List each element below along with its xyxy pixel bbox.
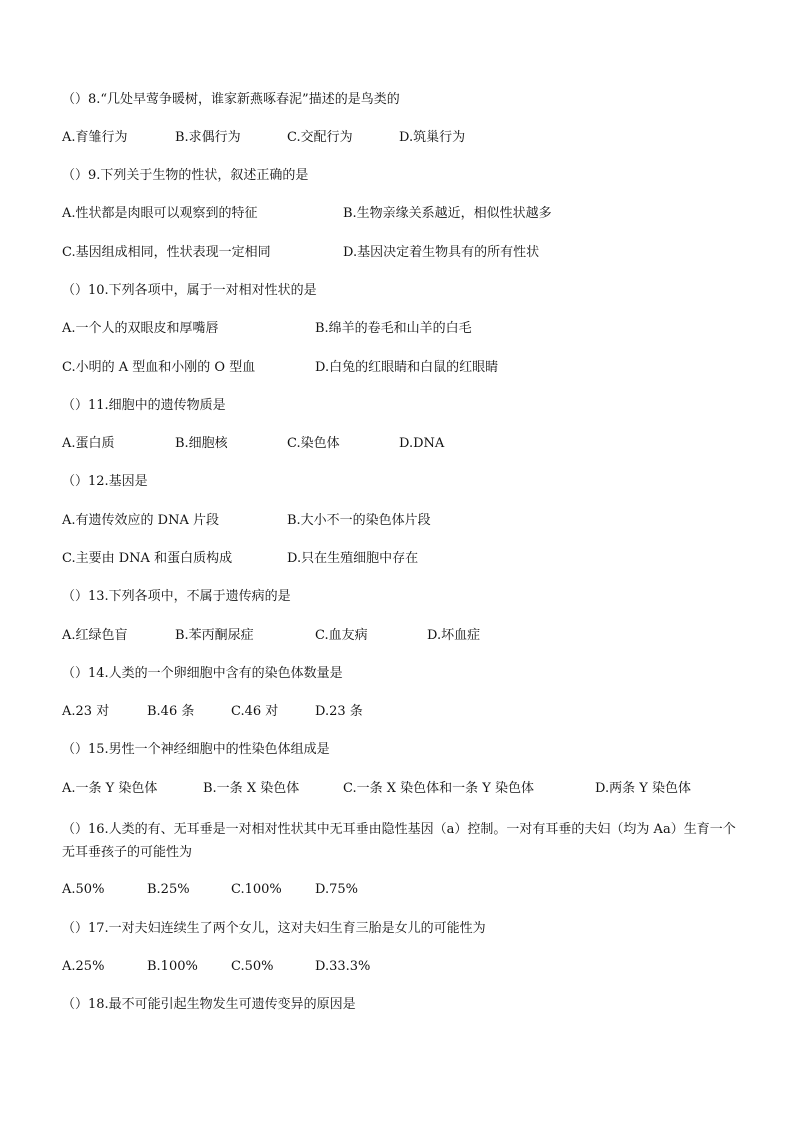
question-17-option-c: C.50% [231, 959, 274, 974]
question-14-option-c: C.46 对 [231, 704, 279, 719]
question-10-option-c: C.小明的 A 型血和小刚的 O 型血 [62, 360, 256, 375]
question-18-stem: （）18.最不可能引起生物发生可遗传变异的原因是 [62, 997, 356, 1012]
question-9-stem: （）9.下列关于生物的性状，叙述正确的是 [62, 168, 309, 183]
question-15-option-a: A.一条 Y 染色体 [62, 781, 158, 796]
question-8-option-b: B.求偶行为 [175, 130, 241, 145]
question-14-option-b: B.46 条 [147, 704, 195, 719]
question-8-option-d: D.筑巢行为 [399, 130, 466, 145]
question-17-stem: （）17.一对夫妇连续生了两个女儿，这对夫妇生育三胎是女儿的可能性为 [62, 921, 486, 936]
question-13-option-a: A.红绿色盲 [62, 628, 128, 643]
question-17-option-d: D.33.3% [315, 959, 371, 974]
question-8-stem: （）8.“几处早莺争暖树，谁家新燕啄春泥”描述的是鸟类的 [62, 92, 400, 107]
question-11-option-b: B.细胞核 [175, 436, 228, 451]
question-16-stem: （）16.人类的有、无耳垂是一对相对性状其中无耳垂由隐性基因（a）控制。一对有耳垂的夫妇（均为 Aa）生育一个无耳垂孩子的可能性为 [62, 822, 736, 860]
question-10-option-a: A.一个人的双眼皮和厚嘴唇 [62, 321, 219, 336]
question-12-option-b: B.大小不一的染色体片段 [287, 513, 431, 528]
question-10-stem: （）10.下列各项中，属于一对相对性状的是 [62, 283, 317, 298]
question-9-option-d: D.基因决定着生物具有的所有性状 [343, 245, 540, 260]
question-8-option-c: C.交配行为 [287, 130, 353, 145]
question-15-option-d: D.两条 Y 染色体 [595, 781, 691, 796]
question-16-option-a: A.50% [62, 882, 105, 897]
question-16-option-c: C.100% [231, 882, 282, 897]
question-16-option-d: D.75% [315, 882, 358, 897]
question-12-option-a: A.有遗传效应的 DNA 片段 [62, 513, 219, 528]
question-10-option-b: B.绵羊的卷毛和山羊的白毛 [315, 321, 472, 336]
question-14-option-d: D.23 条 [315, 704, 363, 719]
question-13-option-b: B.苯丙酮尿症 [175, 628, 254, 643]
question-13-option-c: C.血友病 [315, 628, 368, 643]
question-10-option-d: D.白兔的红眼睛和白鼠的红眼睛 [315, 360, 499, 375]
question-16-option-b: B.25% [147, 882, 190, 897]
question-13-stem: （）13.下列各项中，不属于遗传病的是 [62, 589, 291, 604]
question-17-option-b: B.100% [147, 959, 198, 974]
question-8-option-a: A.育雏行为 [62, 130, 128, 145]
question-11-stem: （）11.细胞中的遗传物质是 [62, 398, 226, 413]
question-11-option-a: A.蛋白质 [62, 436, 115, 451]
question-9-option-a: A.性状都是肉眼可以观察到的特征 [62, 206, 258, 221]
question-14-option-a: A.23 对 [62, 704, 110, 719]
question-14-stem: （）14.人类的一个卵细胞中含有的染色体数量是 [62, 666, 343, 681]
question-11-option-d: D.DNA [399, 436, 445, 451]
question-9-option-b: B.生物亲缘关系越近，相似性状越多 [343, 206, 552, 221]
question-15-option-c: C.一条 X 染色体和一条 Y 染色体 [343, 781, 534, 796]
question-9-option-c: C.基因组成相同，性状表现一定相同 [62, 245, 271, 260]
question-17-option-a: A.25% [62, 959, 105, 974]
question-15-stem: （）15.男性一个神经细胞中的性染色体组成是 [62, 742, 330, 757]
question-13-option-d: D.坏血症 [427, 628, 481, 643]
question-11-option-c: C.染色体 [287, 436, 340, 451]
question-12-stem: （）12.基因是 [62, 474, 148, 489]
question-12-option-d: D.只在生殖细胞中存在 [287, 551, 419, 566]
question-12-option-c: C.主要由 DNA 和蛋白质构成 [62, 551, 233, 566]
question-15-option-b: B.一条 X 染色体 [203, 781, 300, 796]
